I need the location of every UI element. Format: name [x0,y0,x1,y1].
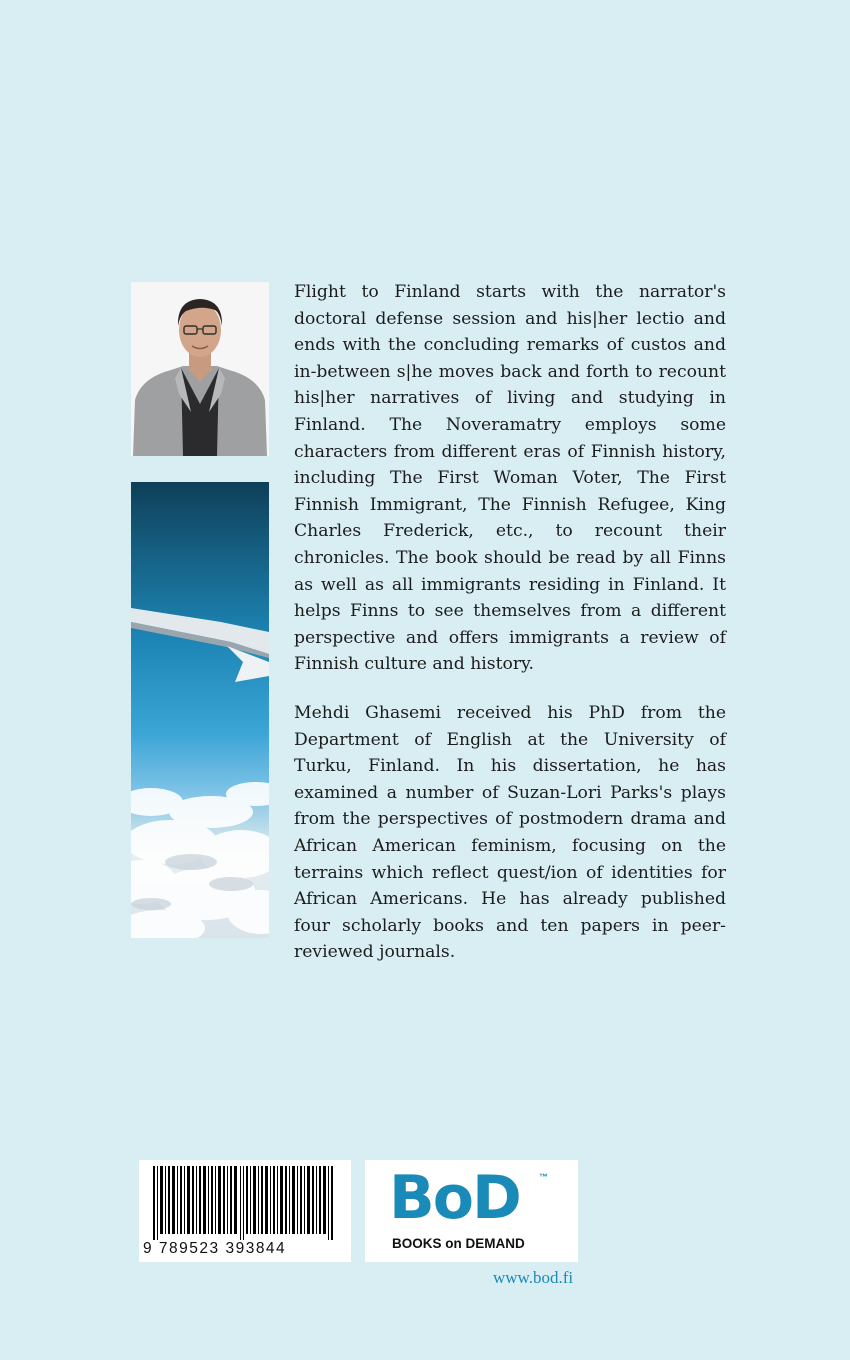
publisher-logo [365,1160,578,1262]
publisher-website-link[interactable]: www.bod.fi [493,1268,574,1287]
author-bio: Mehdi Ghasemi received his PhD from the Department of English at the University of Turku, Finland. In his dissertation, he has examined a number of Suzan-Lori Parks's plays from the perspectives of postmodern drama and African American feminism, focusing on the terrains which reflect quest/ion of identities for African Americans. He has already published four scholarly books and ten papers in peer-reviewed journals. [294,703,726,963]
isbn-digits: 9 789523 393844 [143,1240,287,1257]
sky-wing-photo [131,482,269,938]
trademark-symbol: ™ [539,1172,548,1182]
bod-logo-text: BoD [389,1163,520,1233]
barcode-bars [139,1160,351,1240]
isbn-barcode [139,1160,351,1262]
author-photo [131,282,269,456]
book-description: Flight to Finland starts with the narrator's doctoral defense session and his|her lectio and ends with the concluding remarks of custos and in-between s|he moves back and forth to recount his|her narratives of living and studying in Finland. The Noveramatry employs some characters from different eras of Finnish history, including The First Woman Voter, The First Finnish Immigrant, The Finnish Refugee, King Charles Frederick, etc., to recount their chronicles. The book should be read by all Finns as well as all immigrants residing in Finland. It helps Finns to see themselves from a different perspective and offers immigrants a review of Finnish culture and history. [294,282,726,675]
publisher-tagline: BOOKS on DEMAND [392,1236,525,1251]
